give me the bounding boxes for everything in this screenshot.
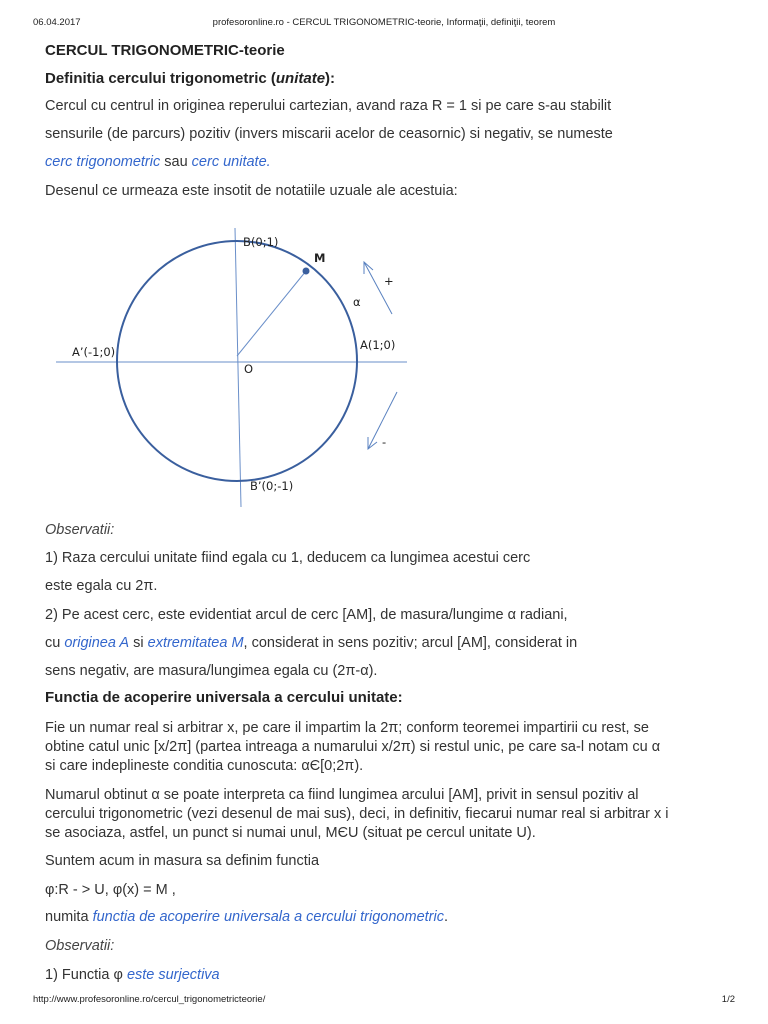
unit-circle [117,241,357,481]
observation-2-rest: , considerat in sens pozitiv; arcul [AM], considerat in [243,635,578,651]
paragraph-4-line-2: cercului trigonometric (vezi desenul de mai sus), deci, in definitiv, fiecarui numar real si arbitrar x i [45,806,669,822]
observations-title-1: Observatii: [45,522,115,538]
definition-text-line-2: sensurile (de parcurs) pozitiv (invers miscarii acelor de ceasornic) si negativ, se numeste [45,126,613,142]
label-m: M [314,251,326,265]
footer-page-number: 1/2 [721,994,735,1005]
label-o: O [244,362,254,376]
label-a-prime: A’(-1;0) [72,345,116,359]
footer-url: http://www.profesoronline.ro/cercul_trigonometricteorie/ [33,994,266,1005]
observation-1-line-2: este egala cu 2π. [45,578,158,594]
link-cerc-trigonometric[interactable]: cerc trigonometric [45,154,161,170]
definition-heading [45,70,335,88]
label-a: A(1;0) [360,338,396,352]
link-originea-a[interactable]: originea A [64,635,130,651]
paragraph-7-dot: . [443,909,448,925]
trigonometric-circle-diagram [52,222,412,512]
observation-surjective-text: 1) Functia φ [45,967,127,983]
header-title: profesoronline.ro - CERCUL TRIGONOMETRIC-teorie, Informaţii, definiţii, teorem [212,17,556,28]
page-title: CERCUL TRIGONOMETRIC-teorie [45,42,285,59]
link-cerc-unitate[interactable]: cerc unitate. [191,154,271,170]
definition-heading-c: ): [325,70,336,87]
positive-arrow-line [364,262,392,314]
paragraph-5: Suntem acum in masura sa definim functia [45,853,320,869]
y-axis [235,228,241,507]
diagram-intro: Desenul ce urmeaza este insotit de notatiile uzuale ale acestuia: [45,183,458,199]
function-heading: Functia de acoperire universala a cercului unitate: [45,689,403,706]
radius-om [237,271,306,356]
observation-2-line-1: 2) Pe acest cerc, este evidentiat arcul de cerc [AM], de masura/lungime α radiani, [45,607,568,623]
label-b-prime: B’(0;-1) [250,479,294,493]
paragraph-4-line-1: Numarul obtinut α se poate interpreta ca fiind lungimea arcului [AM], privit in sensul pozitiv al [45,787,639,803]
definition-heading-a: Definitia cercului trigonometric ( [45,70,276,87]
label-b: B(0;1) [243,235,279,249]
paragraph-3-line-3: si care indeplineste conditia cunoscuta: αЄ[0;2π). [45,758,364,774]
link-este-surjectiva[interactable]: este surjectiva [126,967,220,983]
link-functia-acoperire[interactable]: functia de acoperire universala a cercului trigonometric [92,909,444,925]
definition-heading-b: unitate [275,70,326,87]
point-m [303,268,310,275]
link-extremitatea-m[interactable]: extremitatea M [147,635,244,651]
paragraph-7-numita: numita [45,909,93,925]
paragraph-3-line-1: Fie un numar real si arbitrar x, pe care il impartim la 2π; conform teoremei impartirii cu rest, se [45,720,649,736]
observations-title-2: Observatii: [45,938,115,954]
observation-2-cu: cu [45,635,65,651]
definition-text-sau: sau [160,154,192,170]
definition-text-line-1: Cercul cu centrul in originea reperului cartezian, avand raza R = 1 si pe care s-au stabilit [45,98,612,114]
label-alpha: α [353,295,361,309]
header-date: 06.04.2017 [33,17,81,28]
label-minus: - [382,435,387,449]
paragraph-3-line-2: obtine catul unic [x/2π] (partea intreaga a numarului x/2π) si restul unic, pe care sa-l notam cu α [45,739,661,755]
observation-2-si: si [129,635,148,651]
observation-2-line-3: sens negativ, are masura/lungimea egala cu (2π-α). [45,663,378,679]
label-plus: + [384,274,394,288]
observation-1-line-1: 1) Raza cercului unitate fiind egala cu 1, deducem ca lungimea acestui cerc [45,550,531,566]
paragraph-7 [45,908,448,926]
observation-surjective [45,966,220,984]
paragraph-4-line-3: se asociaza, astfel, un punct si numai unul, MЄU (situat pe cercul unitate U). [45,825,536,841]
positive-arrow-head [364,262,373,274]
observation-2-line-2 [45,634,577,652]
function-definition: φ:R - > U, φ(x) = M , [45,882,176,898]
definition-text-line-3 [45,153,271,171]
